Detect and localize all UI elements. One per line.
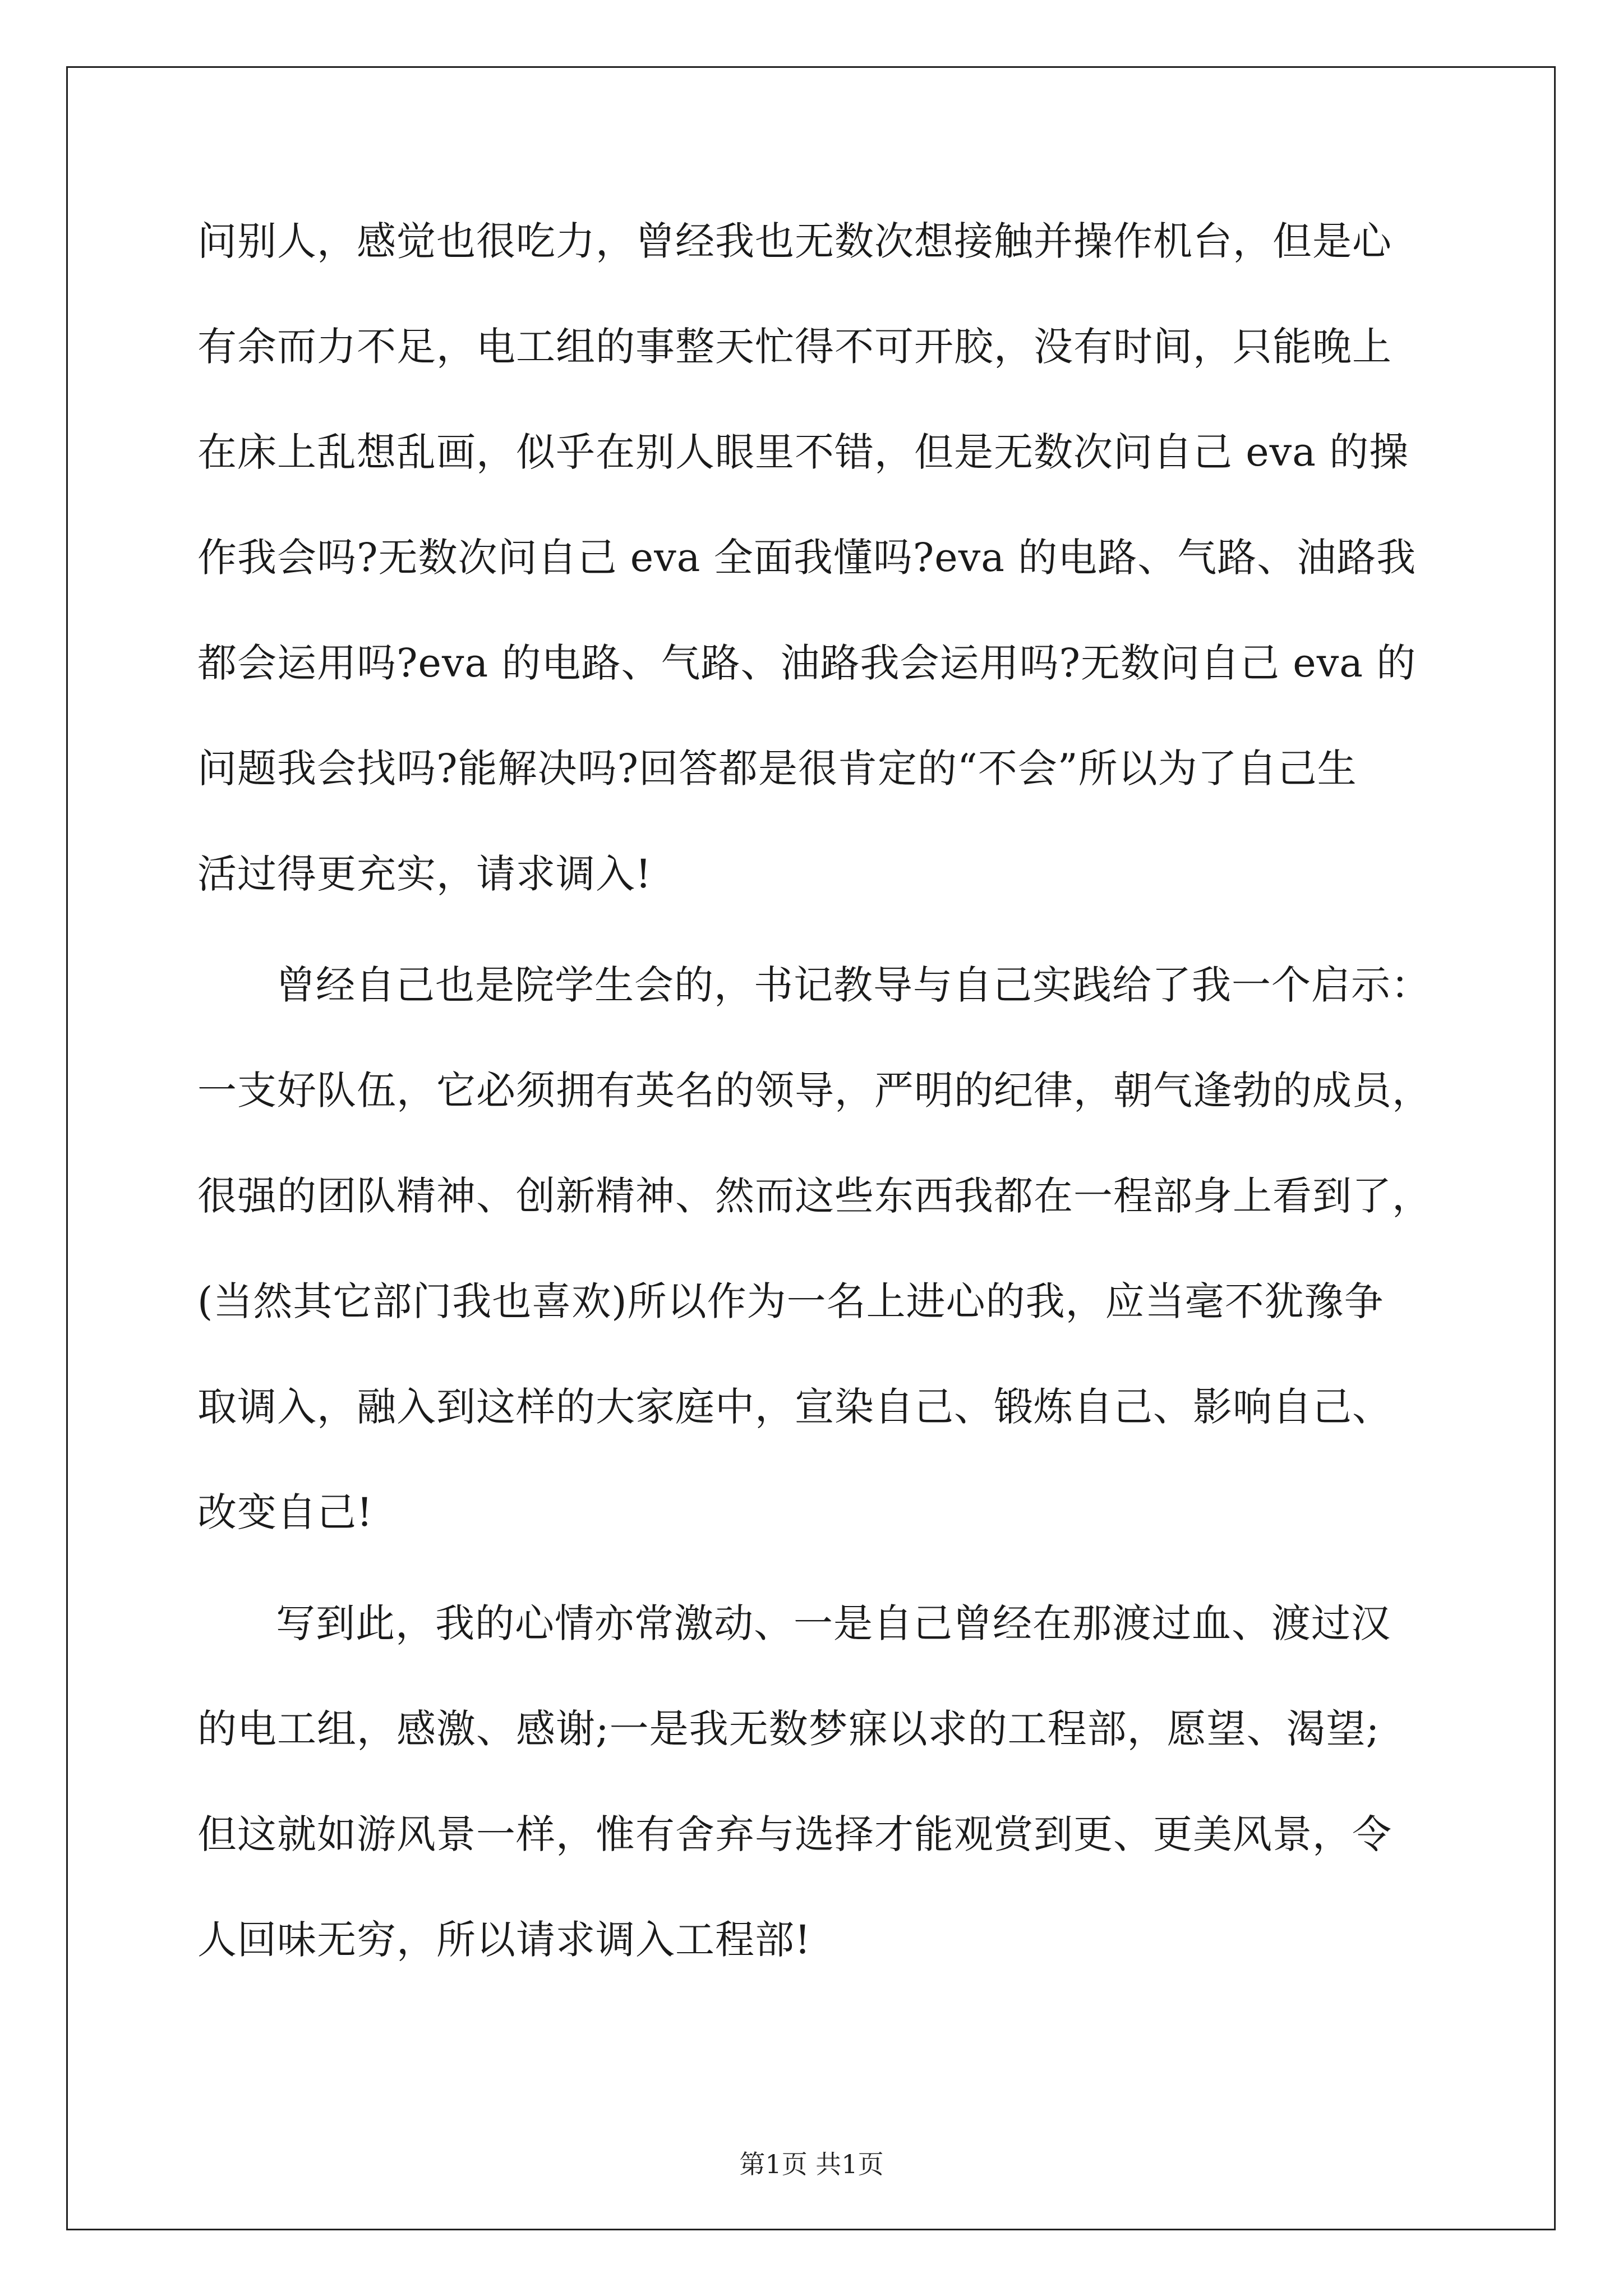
- page-footer: [0, 2144, 1623, 2181]
- page-number: 第1页 共1页: [739, 2149, 884, 2179]
- paragraph-2-line-3: 很强的团队精神、创新精神、然而这些东西我都在一程部身上看到了，: [197, 1173, 1432, 1219]
- paragraph-2-line-5: 取调入，融入到这样的大家庭中，宣染自己、锻炼自己、影响自己、: [197, 1384, 1392, 1430]
- paragraph-2-line-1: 曾经自己也是院学生会的，书记教导与自己实践给了我一个启示：: [276, 962, 1431, 1008]
- paragraph-1-line-2: 有余而力不足，电工组的事整天忙得不可开胶，没有时间，只能晚上: [197, 324, 1392, 370]
- paragraph-1-line-3: 在床上乱想乱画，似乎在别人眼里不错，但是无数次问自己 eva 的操: [197, 429, 1409, 475]
- paragraph-1-line-5: 都会运用吗?eva 的电路、气路、油路我会运用吗?无数问自己 eva 的: [197, 640, 1417, 686]
- paragraph-3-line-4: 人回味无穷，所以请求调入工程部!: [197, 1917, 811, 1963]
- paragraph-1-line-1: 问别人，感觉也很吃力，曾经我也无数次想接触并操作机台，但是心: [197, 218, 1392, 264]
- document-body: [197, 208, 1431, 2012]
- paragraph-1-line-6: 问题我会找吗?能解决吗?回答都是很肯定的“不会”所以为了自己生: [197, 746, 1357, 792]
- paragraph-3-line-3: 但这就如游风景一样，惟有舍弃与选择才能观赏到更、更美风景，令: [197, 1811, 1392, 1857]
- paragraph-1-line-4: 作我会吗?无数次问自己 eva 全面我懂吗?eva 的电路、气路、油路我: [197, 535, 1417, 581]
- paragraph-1-line-7: 活过得更充实，请求调入!: [197, 851, 652, 897]
- paragraph-2-line-6: 改变自己!: [197, 1489, 374, 1535]
- paragraph-3-line-1: 写到此，我的心情亦常激动、一是自己曾经在那渡过血、渡过汉: [276, 1600, 1391, 1646]
- paragraph-2-line-2: 一支好队伍，它必须拥有英名的领导，严明的纪律，朝气逢勃的成员，: [197, 1068, 1432, 1114]
- paragraph-2-line-4: (当然其它部门我也喜欢)所以作为一名上进心的我，应当毫不犹豫争: [197, 1278, 1384, 1324]
- paragraph-3-line-2: 的电工组，感激、感谢;一是我无数梦寐以求的工程部，愿望、渴望;: [197, 1706, 1380, 1752]
